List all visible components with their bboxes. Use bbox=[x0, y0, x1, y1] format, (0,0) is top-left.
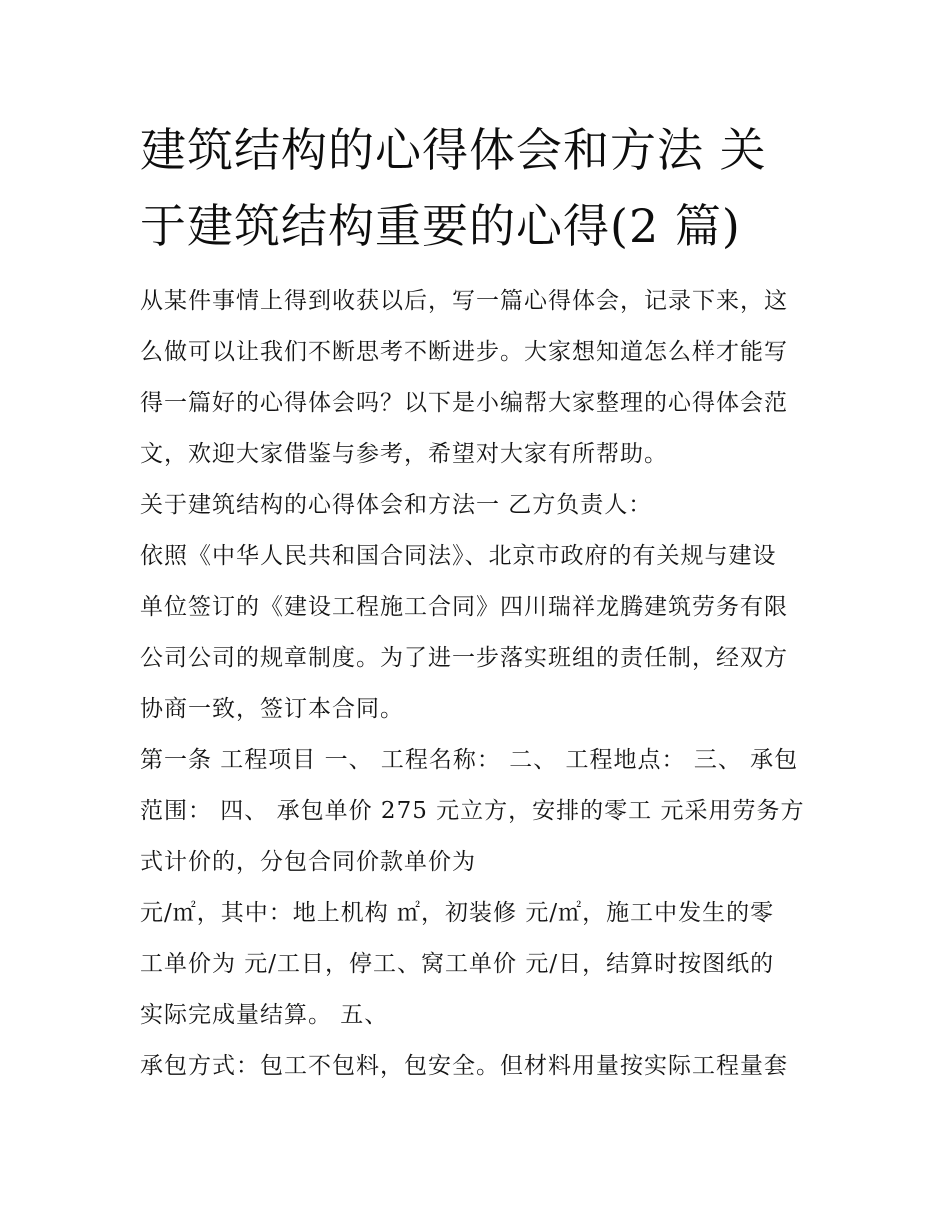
unit-price-paragraph bbox=[140, 888, 812, 1041]
contract-basis-paragraph bbox=[140, 531, 812, 735]
text-line: 单位签订的《建设工程施工合同》四川瑞祥龙腾建筑劳务有限 bbox=[140, 594, 788, 620]
section-heading-paragraph bbox=[140, 480, 812, 531]
contract-method-paragraph bbox=[140, 1041, 812, 1092]
text-line: 第一条 工程项目 一、 工程名称： 二、 工程地点： 三、 承包 bbox=[140, 747, 799, 773]
document-page bbox=[140, 112, 812, 1092]
text-line: 关于建筑结构的心得体会和方法一 乙方负责人： bbox=[140, 492, 653, 518]
intro-paragraph bbox=[140, 276, 812, 480]
text-line: 协商一致，签订本合同。 bbox=[140, 696, 404, 722]
text-line: 么做可以让我们不断思考不断进步。大家想知道怎么样才能写 bbox=[140, 339, 788, 365]
document-body bbox=[140, 276, 812, 1092]
text-line: 实际完成量结算。 五、 bbox=[140, 1002, 389, 1028]
text-line: 得一篇好的心得体会吗？以下是小编帮大家整理的心得体会范 bbox=[140, 390, 788, 416]
article-one-paragraph bbox=[140, 735, 812, 888]
text-line: 从某件事情上得到收获以后，写一篇心得体会，记录下来，这 bbox=[140, 288, 788, 314]
title-line: 建筑结构的心得体会和方法 关 bbox=[140, 123, 767, 177]
text-line: 承包方式：包工不包料，包安全。但材料用量按实际工程量套 bbox=[140, 1053, 788, 1079]
text-line: 依照《中华人民共和国合同法》、北京市政府的有关规与建设 bbox=[140, 543, 777, 569]
text-line: 工单价为 元/工日，停工、窝工单价 元/日，结算时按图纸的 bbox=[140, 951, 775, 977]
text-line: 公司公司的规章制度。为了进一步落实班组的责任制，经双方 bbox=[140, 645, 788, 671]
title-line: 于建筑结构重要的心得(2 篇) bbox=[140, 199, 741, 253]
text-line: 范围： 四、 承包单价 275 元立方，安排的零工 元采用劳务方 bbox=[140, 798, 805, 824]
text-line: 元/㎡，其中：地上机构 ㎡，初装修 元/㎡，施工中发生的零 bbox=[140, 900, 775, 926]
text-line: 文，欢迎大家借鉴与参考，希望对大家有所帮助。 bbox=[140, 441, 668, 467]
document-title bbox=[140, 112, 812, 264]
text-line: 式计价的，分包合同价款单价为 bbox=[140, 849, 476, 875]
